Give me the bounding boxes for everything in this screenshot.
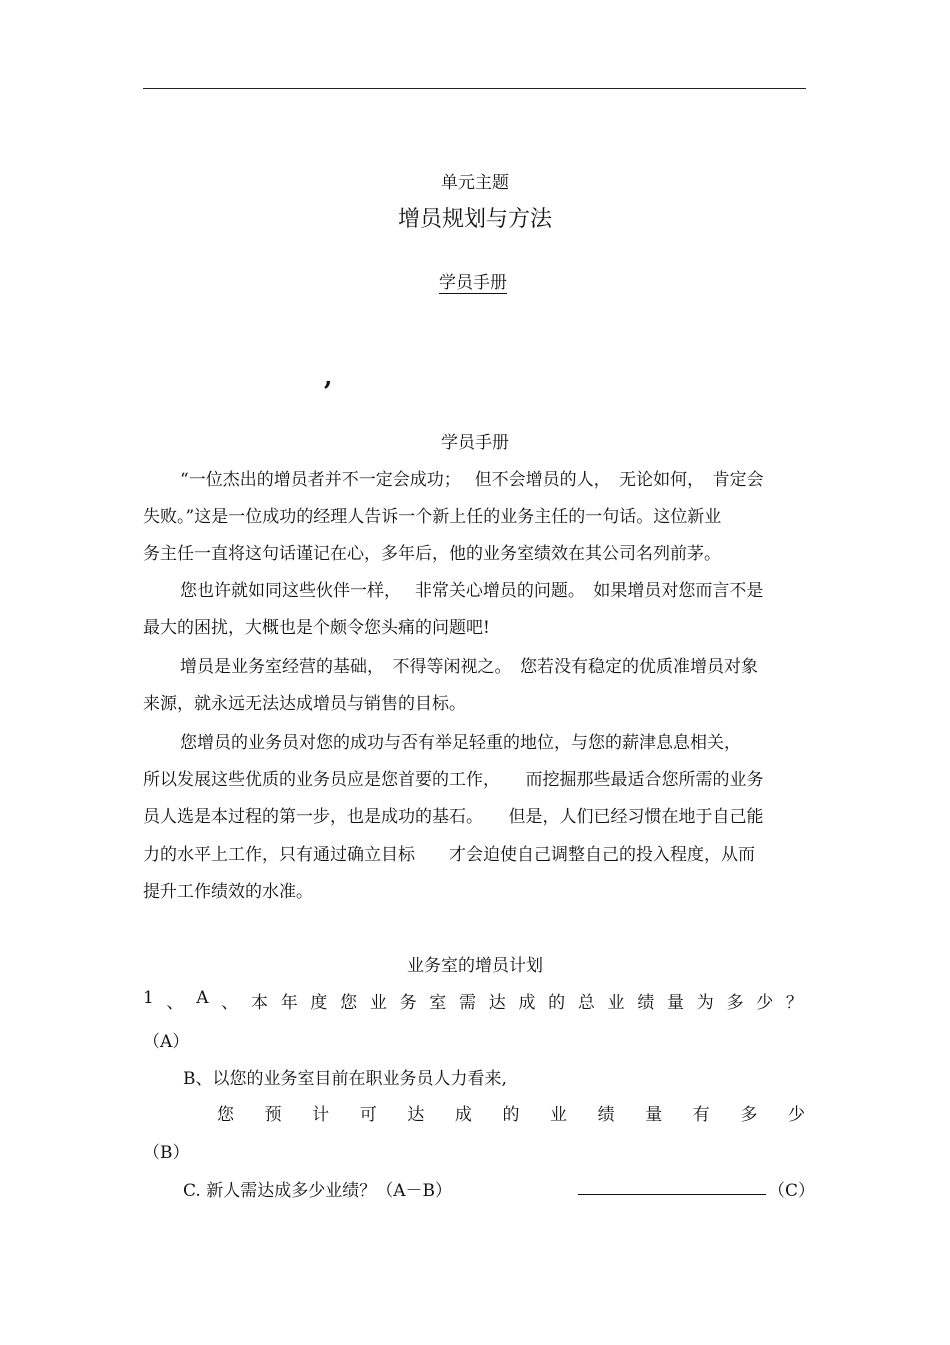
justified-char: 成 <box>454 1105 472 1125</box>
page-title: 增员规划与方法 <box>397 207 552 232</box>
justified-char: 业 <box>369 993 387 1013</box>
justified-char: 的 <box>548 993 566 1013</box>
justified-char: 年 <box>280 993 298 1013</box>
question-1-answer-label: （A） <box>143 1032 190 1052</box>
justified-char: 可 <box>359 1105 377 1125</box>
paragraph-line: 增员是业务室经营的基础， 不得等闲视之。 您若没有稳定的优质准增员对象 <box>180 657 758 677</box>
justified-char: 总 <box>577 993 595 1013</box>
justified-char: 达 <box>407 1105 425 1125</box>
justified-char: 、 <box>221 993 239 1013</box>
paragraph-line: 失败。”这是一位成功的经理人告诉一个新上任的业务主任的一句话。这位新业 <box>143 507 722 527</box>
justified-char: ？ <box>785 993 803 1013</box>
justified-char: 绩 <box>597 1105 615 1125</box>
justified-char: 预 <box>264 1105 282 1125</box>
justified-char: 务 <box>399 993 417 1013</box>
unit-label: 单元主题 <box>441 173 509 193</box>
subtitle-text: 学员手册 <box>439 273 507 293</box>
stray-comma-mark: , <box>324 362 333 391</box>
paragraph-line: 最大的困扰，大概也是个颇令您头痛的问题吧! <box>143 618 490 638</box>
justified-char: 为 <box>696 993 714 1013</box>
intro-heading: 学员手册 <box>441 433 509 453</box>
justified-char: 计 <box>312 1105 330 1125</box>
justified-char: 本 <box>250 993 268 1013</box>
justified-char: 的 <box>502 1105 520 1125</box>
justified-char: 1 <box>143 988 154 1008</box>
justified-char: 有 <box>692 1105 710 1125</box>
justified-char: 业 <box>607 993 625 1013</box>
justified-char: 业 <box>550 1105 568 1125</box>
justified-char: 量 <box>667 993 685 1013</box>
paragraph-line: 您增员的业务员对您的成功与否有举足轻重的地位，与您的薪津息息相关， <box>180 733 741 753</box>
justified-char: 、 <box>166 993 184 1013</box>
question-1-b <box>217 1100 805 1125</box>
header-rule <box>143 88 806 89</box>
justified-char: 少 <box>787 1105 805 1125</box>
justified-char: 您 <box>340 993 358 1013</box>
justified-char: 室 <box>429 993 447 1013</box>
plan-heading: 业务室的增员计划 <box>407 956 543 976</box>
question-1-b-intro: B、以您的业务室目前在职业务员人力看来, <box>183 1069 507 1089</box>
justified-char: 度 <box>310 993 328 1013</box>
question-1-c-answer-label: （C） <box>768 1181 816 1201</box>
paragraph-line: 务主任一直将这句话谨记在心，多年后，他的业务室绩效在其公司名列前茅。 <box>143 544 721 564</box>
answer-blank-line[interactable] <box>578 1194 766 1195</box>
justified-char: 达 <box>488 993 506 1013</box>
paragraph-line: 来源，就永远无法达成增员与销售的目标。 <box>143 694 466 714</box>
justified-char: A <box>196 988 209 1008</box>
paragraph-line: 员人选是本过程的第一步，也是成功的基石。 但是，人们已经习惯在地于自己能 <box>143 807 764 827</box>
justified-char: 多 <box>740 1105 758 1125</box>
question-1-c: C. 新人需达成多少业绩？（A－B） <box>183 1181 452 1201</box>
paragraph-line: 您也许就如同这些伙伴一样， 非常关心增员的问题。 如果增员对您而言不是 <box>180 581 764 601</box>
subtitle <box>0 268 950 293</box>
justified-char: 您 <box>217 1105 234 1125</box>
paragraph-line: 所以发展这些优质的业务员应是您首要的工作， 而挖掘那些最适合您所需的业务 <box>143 770 764 790</box>
justified-char: 绩 <box>637 993 655 1013</box>
question-1-a <box>143 988 803 1013</box>
justified-char: 多 <box>726 993 744 1013</box>
justified-char: 少 <box>756 993 774 1013</box>
paragraph-line: 提升工作绩效的水准。 <box>143 882 313 902</box>
question-1-b-answer-label: （B） <box>143 1143 190 1163</box>
justified-char: 成 <box>518 993 536 1013</box>
paragraph-line: “一位杰出的增员者并不一定会成功； 但不会增员的人， 无论如何， 肯定会 <box>180 470 764 490</box>
paragraph-line: 力的水平上工作，只有通过确立目标 才会迫使自己调整自己的投入程度，从而 <box>143 845 755 865</box>
justified-char: 量 <box>645 1105 663 1125</box>
justified-char: 需 <box>459 993 477 1013</box>
